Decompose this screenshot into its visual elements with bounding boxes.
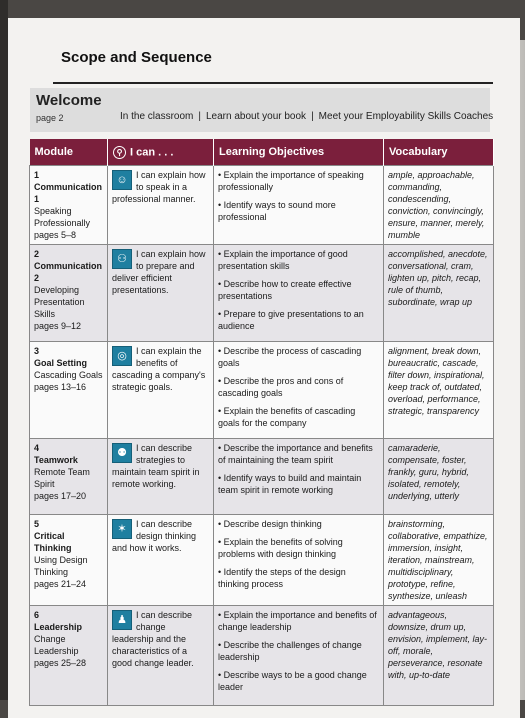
column-header-objectives: Learning Objectives <box>214 139 384 166</box>
module-cell: 1 Communication 1 Speaking Professionally pages 5–8 <box>30 166 108 245</box>
page-title: Scope and Sequence <box>61 49 212 66</box>
vocabulary-cell: advantageous, downsize, drum up, envision, implement, lay-off, morale, perseverance, resonate with, up-to-date <box>384 606 494 706</box>
column-header-module: Module <box>30 139 108 166</box>
objectives-cell: • Explain the importance of good presentation skills • Describe how to create effective presentations • Prepare to give presentations to an audience <box>214 245 384 342</box>
table-row <box>30 606 494 706</box>
objectives-cell: • Explain the importance of speaking professionally • Identify ways to sound more professional <box>214 166 384 245</box>
module-cell: 3 Goal Setting Cascading Goals pages 13–16 <box>30 342 108 439</box>
vocabulary-cell: camaraderie, compensate, foster, frankly, guru, hybrid, isolated, remotely, underlying, utterly <box>384 439 494 515</box>
module-cell: 2 Communication 2 Developing Presentation Skills pages 9–12 <box>30 245 108 342</box>
table-row <box>30 245 494 342</box>
scope-sequence-table <box>29 139 494 706</box>
objectives-cell: • Explain the importance and benefits of change leadership • Describe the challenges of change leadership • Describe ways to be a good change leader <box>214 606 384 706</box>
table-row <box>30 439 494 515</box>
speech-icon: ☺ <box>112 170 132 190</box>
presentation-icon: ⚇ <box>112 249 132 269</box>
ican-cell: ✶ I can describe design thinking and how it works. <box>108 515 214 606</box>
welcome-link-coaches: Meet your Employability Skills Coaches <box>318 111 494 122</box>
header <box>53 40 493 84</box>
team-icon: ⚉ <box>112 443 132 463</box>
objectives-cell: • Describe the importance and benefits of maintaining the team spirit • Identify ways to build and maintain team spirit in remote working <box>214 439 384 515</box>
ican-cell: ◎ I can explain the benefits of cascading a company's strategic goals. <box>108 342 214 439</box>
welcome-link-book: Learn about your book <box>205 111 307 122</box>
vocabulary-cell: ample, approachable, commanding, condescending, conviction, convincingly, ensure, manner, merely, mumble <box>384 166 494 245</box>
book-spine <box>0 0 8 700</box>
objectives-cell: • Describe the process of cascading goals • Describe the pros and cons of cascading goals • Explain the benefits of cascading goals for the company <box>214 342 384 439</box>
welcome-link-classroom: In the classroom <box>120 111 194 122</box>
ican-cell: ♟ I can describe change leadership and the characteristics of a good change leader. <box>108 606 214 706</box>
lightbulb-icon: ✶ <box>112 519 132 539</box>
vocabulary-cell: brainstorming, collaborative, empathize, immersion, insight, iteration, mainstream, multidisciplinary, prototype, refine, synthesize, unleash <box>384 515 494 606</box>
welcome-section <box>30 88 494 132</box>
target-icon: ◎ <box>112 346 132 366</box>
vocabulary-cell: accomplished, anecdote, conversational, cram, lighten up, pitch, recap, rule of thumb, subordinate, wrap up <box>384 245 494 342</box>
module-cell: 4 Teamwork Remote Team Spirit pages 17–20 <box>30 439 108 515</box>
ican-head-icon: ⚲ <box>113 146 126 159</box>
ican-cell: ☺ I can explain how to speak in a professional manner. <box>108 166 214 245</box>
welcome-links <box>120 111 498 122</box>
welcome-page-ref: page 2 <box>36 113 64 123</box>
divider: | <box>311 111 314 122</box>
module-cell: 6 Leadership Change Leadership pages 25–28 <box>30 606 108 706</box>
objectives-cell: • Describe design thinking • Explain the benefits of solving problems with design thinking • Identify the steps of the design thinking process <box>214 515 384 606</box>
table-row <box>30 166 494 245</box>
ican-cell: ⚇ I can explain how to prepare and deliver efficient presentations. <box>108 245 214 342</box>
table-row <box>30 515 494 606</box>
welcome-title: Welcome <box>36 92 102 109</box>
divider: | <box>198 111 201 122</box>
leader-icon: ♟ <box>112 610 132 630</box>
column-header-ican: ⚲ I can . . . <box>108 139 214 166</box>
ican-cell: ⚉ I can describe strategies to maintain team spirit in remote working. <box>108 439 214 515</box>
module-cell: 5 Critical Thinking Using Design Thinking pages 21–24 <box>30 515 108 606</box>
table-row <box>30 342 494 439</box>
column-header-vocabulary: Vocabulary <box>384 139 494 166</box>
vocabulary-cell: alignment, break down, bureaucratic, cascade, filter down, inspirational, keep track of, outdated, overload, performance, strategic, transparency <box>384 342 494 439</box>
